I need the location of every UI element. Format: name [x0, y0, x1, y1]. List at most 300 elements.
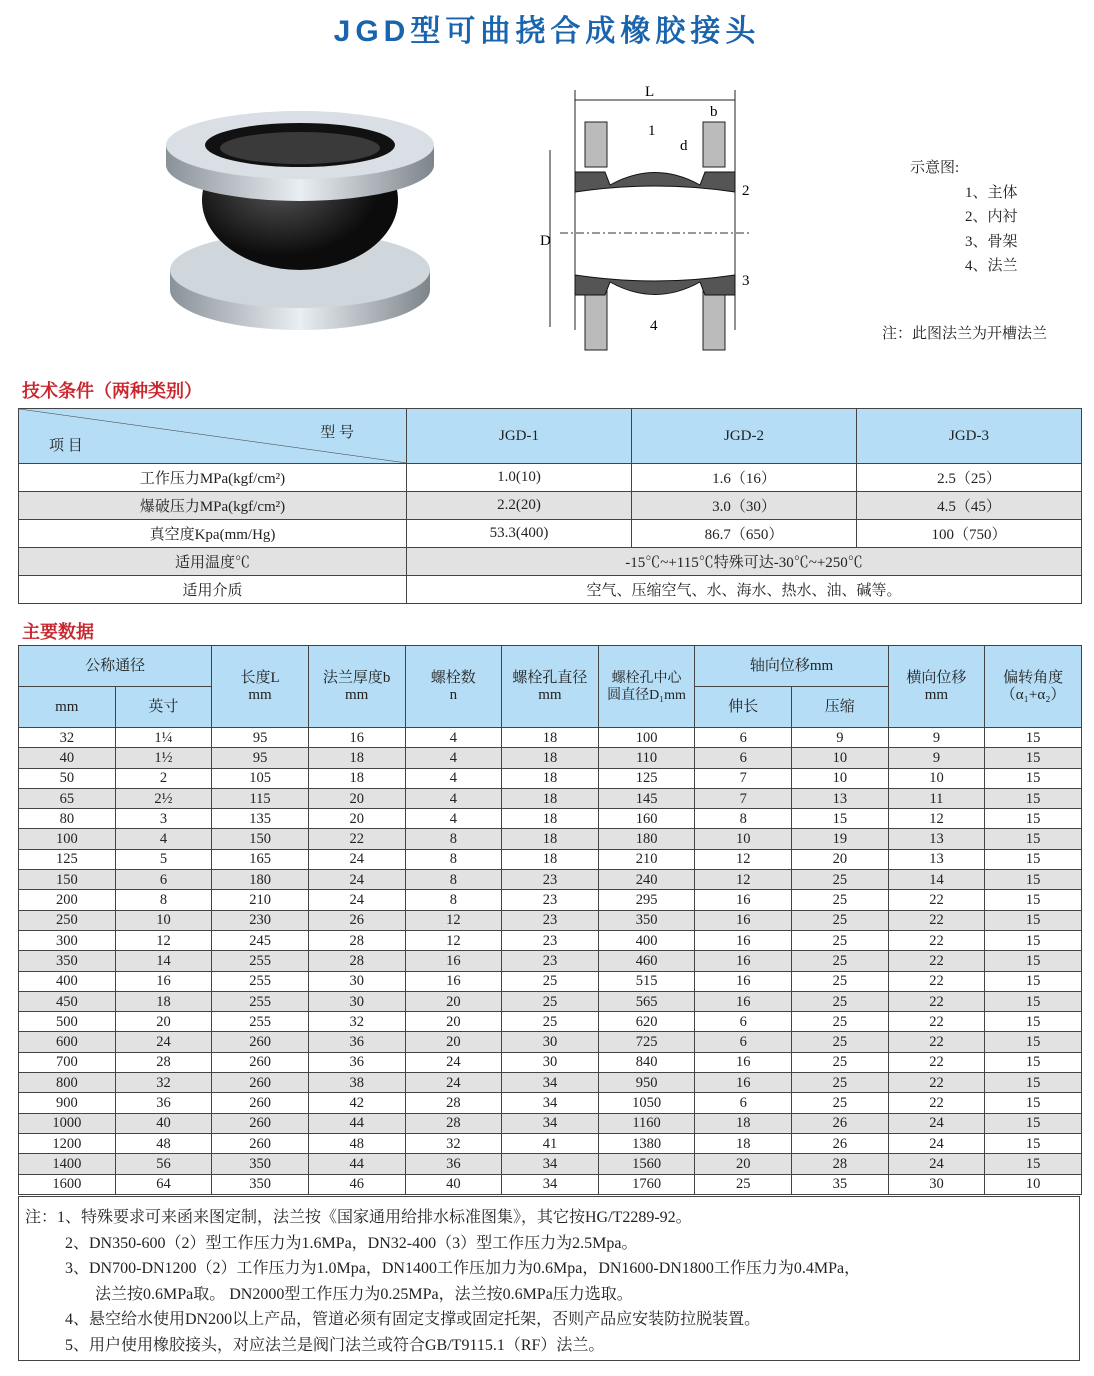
cell: 18 [308, 768, 405, 788]
cell: 25 [792, 910, 889, 930]
cell: 20 [308, 809, 405, 829]
cell: 1050 [598, 1093, 695, 1113]
legend-item: 4、法兰 [965, 258, 1018, 274]
cell: 15 [985, 1133, 1082, 1153]
cell: 5 [115, 849, 212, 869]
table-row [19, 809, 1082, 829]
cell: 15 [985, 930, 1082, 950]
cell: 110 [598, 748, 695, 768]
label-1: 1 [648, 123, 656, 139]
note: 注：1、特殊要求可来函来图定制，法兰按《国家通用给排水标准图集》，其它按HG/T2289-92。 [25, 1209, 692, 1226]
cell: 1400 [19, 1154, 116, 1174]
cell: 500 [19, 1012, 116, 1032]
cell: 240 [598, 870, 695, 890]
cell: 25 [792, 1052, 889, 1072]
cell: 22 [888, 1032, 985, 1052]
cell: 18 [695, 1113, 792, 1133]
cell: 350 [212, 1154, 309, 1174]
cell: 25 [695, 1174, 792, 1194]
cell: 145 [598, 788, 695, 808]
cell: 18 [695, 1133, 792, 1153]
cell: 2½ [115, 788, 212, 808]
cell: 16 [115, 971, 212, 991]
cell: 28 [115, 1052, 212, 1072]
cell: 15 [985, 809, 1082, 829]
cell: 300 [19, 930, 116, 950]
cell: 565 [598, 991, 695, 1011]
table-row [19, 971, 1082, 991]
label-3: 3 [742, 273, 750, 289]
cell: 250 [19, 910, 116, 930]
model-header: JGD-1 [407, 409, 632, 464]
cell: 255 [212, 1012, 309, 1032]
cell: 10 [888, 768, 985, 788]
cell: 48 [115, 1133, 212, 1153]
table-row [19, 1154, 1082, 1174]
cell: 620 [598, 1012, 695, 1032]
cell: 295 [598, 890, 695, 910]
cell: 25 [792, 971, 889, 991]
cell: 1¼ [115, 728, 212, 748]
table-row [19, 788, 1082, 808]
product-photo [160, 90, 440, 330]
cell: 3.0（30） [632, 492, 857, 520]
cell: 16 [695, 1073, 792, 1093]
cell: 4 [405, 788, 502, 808]
cell: 16 [695, 930, 792, 950]
cell: 460 [598, 951, 695, 971]
tech-heading: 技术条件（两种类别） [22, 381, 202, 401]
cell: 12 [405, 910, 502, 930]
cell: 10 [695, 829, 792, 849]
cell: 48 [308, 1133, 405, 1153]
cross-section-diagram [530, 80, 770, 360]
model-header: JGD-2 [632, 409, 857, 464]
cell: 22 [308, 829, 405, 849]
cell: 20 [405, 1012, 502, 1032]
cell: 600 [19, 1032, 116, 1052]
cell: 28 [405, 1093, 502, 1113]
cell: 950 [598, 1073, 695, 1093]
cell: 25 [792, 951, 889, 971]
cell: 2 [115, 768, 212, 788]
legend-item: 3、骨架 [965, 233, 1018, 250]
cell: 86.7（650） [632, 520, 857, 548]
cell: 25 [792, 1032, 889, 1052]
cell: 1.6（16） [632, 464, 857, 492]
cell: 2.5（25） [857, 464, 1082, 492]
table-row [19, 870, 1082, 890]
cell: 空气、压缩空气、水、海水、热水、油、碱等。 [407, 576, 1082, 604]
cell: 6 [695, 748, 792, 768]
cell: 18 [502, 788, 599, 808]
cell: 15 [985, 1012, 1082, 1032]
row-label: 工作压力MPa(kgf/cm²) [19, 464, 407, 492]
cell: 25 [792, 991, 889, 1011]
cell: 210 [212, 890, 309, 910]
table-row [19, 492, 1082, 520]
cell: 34 [502, 1113, 599, 1133]
cell: 840 [598, 1052, 695, 1072]
model-header: JGD-3 [857, 409, 1082, 464]
header-bolts: 螺栓数 n [405, 646, 502, 728]
cell: 24 [888, 1154, 985, 1174]
tech-table [18, 408, 1082, 604]
cell: 32 [405, 1133, 502, 1153]
cell: 22 [888, 1052, 985, 1072]
cell: 12 [405, 930, 502, 950]
cell: 450 [19, 991, 116, 1011]
cell: 1200 [19, 1133, 116, 1153]
cell: 25 [502, 971, 599, 991]
cell: 150 [212, 829, 309, 849]
cell: 25 [792, 930, 889, 950]
cell: 13 [888, 829, 985, 849]
cell: 16 [695, 1052, 792, 1072]
table-row [19, 1174, 1082, 1194]
cell: 10 [985, 1174, 1082, 1194]
cell: 1½ [115, 748, 212, 768]
cell: 22 [888, 971, 985, 991]
cell: 28 [308, 951, 405, 971]
cell: 15 [985, 1154, 1082, 1174]
cell: 1760 [598, 1174, 695, 1194]
cell: 30 [308, 991, 405, 1011]
table-row [19, 910, 1082, 930]
cell: 15 [985, 788, 1082, 808]
legend-item: 2、内衬 [965, 209, 1018, 225]
cell: 10 [792, 748, 889, 768]
cell: 44 [308, 1113, 405, 1133]
cell: 25 [792, 1073, 889, 1093]
cell: 30 [502, 1032, 599, 1052]
row-label: 适用温度℃ [19, 548, 407, 576]
cell: 180 [212, 870, 309, 890]
cell: 16 [695, 971, 792, 991]
cell: 28 [308, 930, 405, 950]
cell: 25 [502, 1012, 599, 1032]
cell: 1380 [598, 1133, 695, 1153]
cell: 41 [502, 1133, 599, 1153]
cell: 28 [405, 1113, 502, 1133]
cell: 22 [888, 930, 985, 950]
cell: 16 [405, 971, 502, 991]
header-lateral: 横向位移 mm [888, 646, 985, 728]
cell: 100 [598, 728, 695, 748]
cell: 15 [985, 991, 1082, 1011]
header-bolt-circle: 螺栓孔中心 圆直径D₁mm [598, 646, 695, 728]
header-dn: 公称通径 [19, 646, 212, 687]
header-extend: 伸长 [695, 687, 792, 728]
cell: 53.3(400) [407, 520, 632, 548]
cell: 20 [405, 991, 502, 1011]
note: 4、悬空给水使用DN200以上产品，管道必须有固定支撑或固定托架，否则产品应安装防拉脱装置。 [65, 1311, 761, 1328]
cell: 24 [115, 1032, 212, 1052]
cell: 100 [19, 829, 116, 849]
cell: 1600 [19, 1174, 116, 1194]
cell: 32 [115, 1073, 212, 1093]
corner-item-label: 项 目 [49, 438, 83, 454]
cell: 1.0(10) [407, 464, 632, 492]
cell: 13 [888, 849, 985, 869]
table-row [19, 464, 1082, 492]
row-label: 爆破压力MPa(kgf/cm²) [19, 492, 407, 520]
header-axial: 轴向位移mm [695, 646, 888, 687]
label-D: D [540, 233, 551, 249]
cell: 40 [405, 1174, 502, 1194]
cell: 26 [792, 1133, 889, 1153]
cell: 34 [502, 1174, 599, 1194]
cell: 1560 [598, 1154, 695, 1174]
cell: 16 [405, 951, 502, 971]
table-row [19, 1012, 1082, 1032]
cell: 22 [888, 991, 985, 1011]
cell: 95 [212, 748, 309, 768]
cell: 4 [405, 728, 502, 748]
cell: 46 [308, 1174, 405, 1194]
cell: 350 [212, 1174, 309, 1194]
note: 3、DN700-DN1200（2）工作压力为1.0Mpa，DN1400工作压加力为0.6Mpa，DN1600-DN1800工作压力为0.4MPa， [65, 1260, 861, 1277]
cell: 6 [695, 1032, 792, 1052]
cell: 26 [308, 910, 405, 930]
cell: 8 [405, 829, 502, 849]
cell: 260 [212, 1073, 309, 1093]
cell: 64 [115, 1174, 212, 1194]
notes-box [18, 1196, 1080, 1361]
cell: 15 [985, 910, 1082, 930]
cell: 260 [212, 1113, 309, 1133]
cell: 34 [502, 1154, 599, 1174]
cell: 20 [308, 788, 405, 808]
cell: 36 [308, 1052, 405, 1072]
cell: 32 [308, 1012, 405, 1032]
cell: 8 [405, 849, 502, 869]
note: 2、DN350-600（2）型工作压力为1.6MPa，DN32-400（3）型工作压力为2.5Mpa。 [65, 1234, 638, 1252]
cell: 8 [405, 870, 502, 890]
table-row [19, 576, 1082, 604]
cell: 9 [792, 728, 889, 748]
cell: 100（750） [857, 520, 1082, 548]
table-row [19, 951, 1082, 971]
cell: 260 [212, 1093, 309, 1113]
cell: 22 [888, 910, 985, 930]
cell: 16 [695, 991, 792, 1011]
cell: 22 [888, 951, 985, 971]
cell: 4 [405, 748, 502, 768]
cell: 10 [115, 910, 212, 930]
cell: 260 [212, 1052, 309, 1072]
cell: 10 [792, 768, 889, 788]
cell: 65 [19, 788, 116, 808]
cell: 15 [985, 971, 1082, 991]
cell: 400 [19, 971, 116, 991]
row-label: 适用介质 [19, 576, 407, 604]
cell: 1000 [19, 1113, 116, 1133]
cell: 34 [502, 1073, 599, 1093]
note: 5、用户使用橡胶接头，对应法兰是阀门法兰或符合GB/T9115.1（RF）法兰。 [65, 1336, 605, 1354]
cell: 255 [212, 951, 309, 971]
cell: 95 [212, 728, 309, 748]
cell: 15 [985, 849, 1082, 869]
cell: 25 [502, 991, 599, 1011]
cell: 15 [985, 1093, 1082, 1113]
table-row [19, 768, 1082, 788]
main-heading: 主要数据 [22, 622, 94, 642]
row-label: 真空度Kpa(mm/Hg) [19, 520, 407, 548]
cell: 36 [308, 1032, 405, 1052]
cell: 11 [888, 788, 985, 808]
corner-header [19, 409, 407, 464]
cell: 400 [598, 930, 695, 950]
cell: 15 [985, 1113, 1082, 1133]
cell: 8 [405, 890, 502, 910]
cell: 22 [888, 890, 985, 910]
cell: 25 [792, 1012, 889, 1032]
cell: 44 [308, 1154, 405, 1174]
cell: 8 [115, 890, 212, 910]
table-row [19, 1032, 1082, 1052]
label-L: L [645, 84, 655, 100]
cell: 22 [888, 1012, 985, 1032]
cell: 260 [212, 1032, 309, 1052]
cell: 18 [308, 748, 405, 768]
cell: 800 [19, 1073, 116, 1093]
cell: 135 [212, 809, 309, 829]
cell: 200 [19, 890, 116, 910]
cell: 105 [212, 768, 309, 788]
cell: 80 [19, 809, 116, 829]
cell: 6 [695, 728, 792, 748]
cell: 15 [985, 829, 1082, 849]
cell: 14 [888, 870, 985, 890]
cell: 16 [308, 728, 405, 748]
cell: 18 [502, 748, 599, 768]
cell: 4 [115, 829, 212, 849]
cell: 115 [212, 788, 309, 808]
cell: 15 [985, 728, 1082, 748]
cell: 725 [598, 1032, 695, 1052]
cell: 20 [115, 1012, 212, 1032]
cell: 23 [502, 951, 599, 971]
table-row [19, 548, 1082, 576]
cell: 6 [115, 870, 212, 890]
cell: 24 [308, 890, 405, 910]
cell: 15 [985, 1073, 1082, 1093]
label-2: 2 [742, 183, 750, 199]
legend-item: 1、主体 [965, 184, 1018, 201]
cell: 30 [308, 971, 405, 991]
cell: 28 [792, 1154, 889, 1174]
cell: 165 [212, 849, 309, 869]
cell: 23 [502, 870, 599, 890]
cell: 4 [405, 768, 502, 788]
table-row [19, 728, 1082, 748]
cell: 12 [115, 930, 212, 950]
cell: 12 [695, 849, 792, 869]
cell: 12 [695, 870, 792, 890]
cell: 255 [212, 971, 309, 991]
note: 法兰按0.6MPa取。 DN2000型工作压力为0.25MPa，法兰按0.6MPa压力选取。 [95, 1285, 633, 1303]
diagram-legend [910, 156, 1018, 279]
main-data-table [18, 645, 1082, 1195]
cell: 25 [792, 870, 889, 890]
header-angle: 偏转角度 （α₁+α₂） [985, 646, 1082, 728]
cell: 15 [985, 951, 1082, 971]
cell: 23 [502, 910, 599, 930]
cell: 23 [502, 930, 599, 950]
cell: 18 [502, 768, 599, 788]
table-row [19, 1073, 1082, 1093]
cell: 160 [598, 809, 695, 829]
label-4: 4 [650, 318, 658, 334]
cell: 24 [888, 1113, 985, 1133]
cell: 50 [19, 768, 116, 788]
cell: 6 [695, 1012, 792, 1032]
cell: 12 [888, 809, 985, 829]
cell: 255 [212, 991, 309, 1011]
cell: 9 [888, 748, 985, 768]
cell: 20 [405, 1032, 502, 1052]
cell: 4 [405, 809, 502, 829]
table-row [19, 829, 1082, 849]
cell: 30 [888, 1174, 985, 1194]
page-title: JGD型可曲挠合成橡胶接头 [333, 15, 761, 48]
cell: 18 [502, 809, 599, 829]
table-row [19, 1133, 1082, 1153]
cell: 2.2(20) [407, 492, 632, 520]
header-length: 长度L mm [212, 646, 309, 728]
table-row [19, 748, 1082, 768]
cell: 18 [502, 829, 599, 849]
cell: 700 [19, 1052, 116, 1072]
cell: 15 [985, 870, 1082, 890]
cell: 260 [212, 1133, 309, 1153]
table-row [19, 1052, 1082, 1072]
table-row [19, 1093, 1082, 1113]
cell: 16 [695, 890, 792, 910]
cell: 56 [115, 1154, 212, 1174]
corner-model-label: 型 号 [320, 425, 354, 441]
cell: 7 [695, 788, 792, 808]
cell: 26 [792, 1113, 889, 1133]
cell: 350 [19, 951, 116, 971]
cell: 40 [115, 1113, 212, 1133]
cell: 38 [308, 1073, 405, 1093]
legend-title: 示意图: [910, 160, 960, 176]
cell: 230 [212, 910, 309, 930]
cell: 18 [502, 849, 599, 869]
cell: 22 [888, 1093, 985, 1113]
cell: 3 [115, 809, 212, 829]
cell: 15 [985, 890, 1082, 910]
cell: 15 [985, 1032, 1082, 1052]
cell: 22 [888, 1073, 985, 1093]
cell: 14 [115, 951, 212, 971]
cell: 15 [985, 748, 1082, 768]
cell: 36 [405, 1154, 502, 1174]
cell: 16 [695, 951, 792, 971]
cell: 18 [115, 991, 212, 1011]
cell: 35 [792, 1174, 889, 1194]
cell: 180 [598, 829, 695, 849]
cell: 24 [405, 1052, 502, 1072]
cell: 19 [792, 829, 889, 849]
cell: 25 [792, 890, 889, 910]
cell: -15℃~+115℃特殊可达-30℃~+250℃ [407, 548, 1082, 576]
cell: 36 [115, 1093, 212, 1113]
cell: 34 [502, 1093, 599, 1113]
cell: 4.5（45） [857, 492, 1082, 520]
